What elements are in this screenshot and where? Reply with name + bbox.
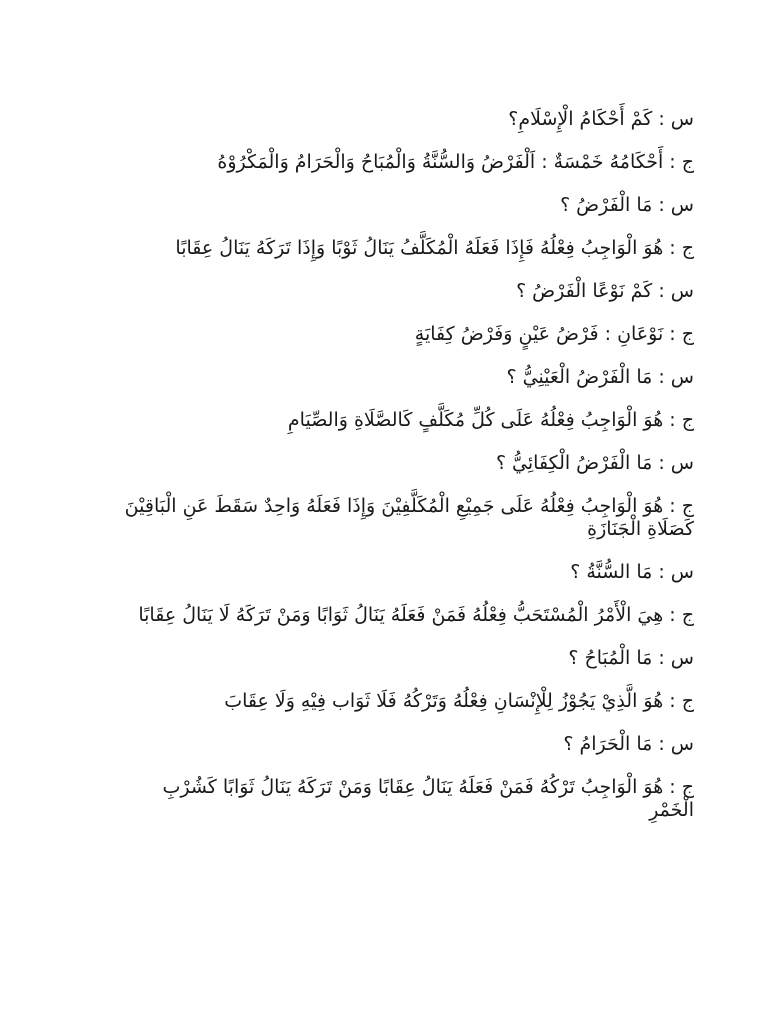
question-line: س : مَا الْحَرَامُ ؟ — [563, 733, 694, 755]
question-line: س : مَا الْفَرْضُ الْعَيْنِيُّ ؟ — [506, 366, 694, 388]
answer-line: ج : أَحْكَامُهُ خَمْسَةٌ : اَلْفَرْضُ وَالسُّنَّةُ وَالْمُبَاحُ وَالْحَرَامُ وَالْمَكْرُوْهُ — [217, 151, 694, 173]
question-line: س : كَمْ نَوْعًا الْفَرْضُ ؟ — [516, 280, 694, 302]
question-line: س : مَا الْفَرْضُ الْكِفَائِيُّ ؟ — [495, 452, 694, 474]
question-line: س : مَا الْمُبَاحُ ؟ — [568, 647, 694, 669]
answer-line: ج : هُوَ الْوَاجِبُ فِعْلُهُ عَلَى كُلِّ مُكَلَّفٍ كَالصَّلَاةِ وَالصِّيَامِ — [287, 409, 694, 431]
question-line: س : مَا السُّنَّةُ ؟ — [570, 561, 694, 583]
document-body — [124, 108, 694, 822]
question-line: س : كَمْ أَحْكَامُ الْإِسْلَامِ؟ — [508, 108, 694, 130]
answer-line: ج : هُوَ الَّذِيْ يَجُوْزُ لِلْإِنْسَانِ فِعْلُهُ وَتَرْكُهُ فَلَا ثَوَاب فِيْهِ وَلَا عِقَابَ — [224, 690, 694, 712]
answer-line: ج : هِيَ الْأَمْرُ الْمُسْتَحَبُّ فِعْلُهُ فَمَنْ فَعَلَهُ يَنَالُ ثَوَابًا وَمَنْ تَرَكَهُ لَا يَنَالُ عِقَابًا — [138, 604, 694, 626]
answer-line: ج : هُوَ الْوَاجِبُ تَرْكُهُ فَمَنْ فَعَلَهُ يَنَالُ عِقَابًا وَمَنْ تَرَكَهُ يَنَالُ ثَوَابًا كَشُرْبِ الْخَمْرِ — [162, 776, 694, 821]
question-line: س : مَا الْفَرْضُ ؟ — [560, 194, 694, 216]
answer-line: ج : نَوْعَانِ : فَرْضُ عَيْنٍ وَفَرْضُ كِفَايَةٍ — [414, 323, 694, 345]
answer-line: ج : هُوَ الْوَاجِبُ فِعْلُهُ فَإِذَا فَعَلَهُ الْمُكَلَّفُ يَنَالُ ثَوْبًا وَإِذَا تَرَكَهُ يَنَالُ عِقَابًا — [175, 237, 694, 259]
answer-line: ج : هُوَ الْوَاجِبُ فِعْلُهُ عَلَى جَمِيْعِ الْمُكَلَّفِيْنَ وَإِذَا فَعَلَهُ وَاحِدٌ سَقَطَ عَنِ الْبَاقِيْنَ كَصَلَاةِ الْجَنَازَةِ — [124, 495, 694, 540]
